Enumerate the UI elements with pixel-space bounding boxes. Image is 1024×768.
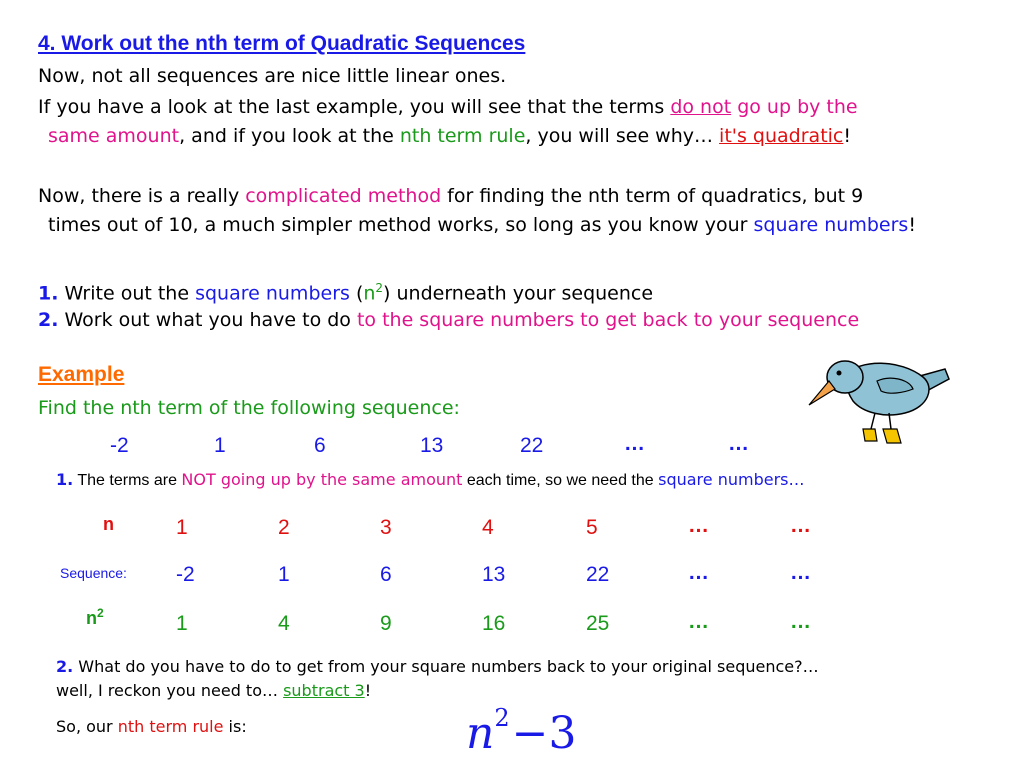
sequence-term: … [728,432,749,455]
step-2-instruction [38,308,859,332]
intro-line-1: Now, not all sequences are nice little linear ones. [38,65,507,87]
sequence-term: … [624,432,645,455]
intro-paragraph-3-line-2 [48,213,916,237]
text: is: [223,717,247,736]
step-1-explanation [56,469,804,492]
text: Work out what you have to do [58,309,357,331]
subtract-3-text: subtract 3 [283,681,365,700]
intro-paragraph-3 [38,184,863,208]
highlight-text: to the square numbers to get back to your sequence [356,309,860,331]
sequence-term: 6 [314,434,326,457]
table-cell: … [790,610,811,633]
do-not-text: do not [670,96,732,118]
square-numbers-text: square numbers [195,282,350,305]
table-cell: 1 [176,516,188,539]
same-amount-text: same amount [48,125,180,147]
table-cell: 25 [586,612,610,635]
bird-illustration [805,355,955,450]
step-number: 1. [38,282,59,305]
nth-term-formula [466,690,577,762]
table-cell: 5 [586,516,598,539]
table-cell: 1 [278,563,290,586]
step-number: 2. [56,657,74,676]
text: , and if you look at the [179,125,400,147]
sequence-term: 1 [214,434,226,457]
table-cell: 1 [176,612,188,635]
table-cell: 3 [380,516,392,539]
formula-base: n [466,708,495,759]
n-text: n [363,282,376,305]
step-number: 1. [56,470,74,489]
table-cell: … [688,561,709,584]
table-cell: 22 [586,563,610,586]
text: each time, so we need the [462,472,659,489]
text: well, I reckon you need to… [56,681,284,700]
table-cell: 13 [482,563,506,586]
nth-term-rule-text: nth term rule [399,125,526,147]
n-row-label: n [103,514,114,534]
superscript: 2 [375,281,384,295]
text: The terms are [73,472,182,489]
text: … [788,470,805,489]
text: Write out the [58,282,196,305]
nth-term-rule-text: nth term rule [117,717,224,736]
table-cell: 6 [380,563,392,586]
table-cell: 4 [482,516,494,539]
text: ( [349,282,364,305]
text: ! [843,125,851,147]
table-cell: -2 [176,563,195,586]
its-quadratic-text: it's quadratic [719,125,844,147]
n-text: n [86,608,97,628]
formula-rest: −3 [511,708,577,759]
step-2-explanation [56,656,819,678]
example-question: Find the nth term of the following sequence: [38,397,460,419]
sequence-term: -2 [110,434,129,457]
text: Now, there is a really [38,185,246,207]
table-cell: 4 [278,612,290,635]
text: , you will see why… [525,125,720,147]
table-cell: … [790,514,811,537]
table-cell: … [688,514,709,537]
table-cell: 9 [380,612,392,635]
formula-exponent: 2 [494,704,510,732]
table-cell: 2 [278,516,290,539]
sequence-term: 22 [520,434,544,457]
text: What do you have to do to get from your square numbers back to your original sequence?… [73,657,819,676]
text: go up by the [731,96,858,118]
text: ) underneath your sequence [383,282,654,305]
text: for finding the nth term of quadratics, but 9 [441,185,864,207]
text: times out of 10, a much simpler method works, so long as you know your [48,214,754,236]
conclusion-text [56,716,247,738]
not-going-up-text: NOT going up by the same amount [181,470,463,489]
example-label: Example [38,363,125,386]
text: If you have a look at the last example, you will see that the terms [38,96,671,118]
intro-paragraph-2 [38,95,858,119]
step-1-instruction [38,276,653,305]
text: ! [364,681,372,700]
superscript: 2 [97,606,104,620]
text: So, our [56,717,118,736]
step-number: 2. [38,309,59,331]
n-squared-row-label [86,606,104,629]
table-cell: … [688,610,709,633]
step-2-answer [56,680,371,702]
text: ! [908,214,916,236]
intro-paragraph-2-line-2 [48,124,851,148]
square-numbers-text: square numbers [658,470,789,489]
table-cell: … [790,561,811,584]
table-cell: 16 [482,612,506,635]
page-title: 4. Work out the nth term of Quadratic Sequences [38,32,526,55]
sequence-term: 13 [420,434,444,457]
sequence-row-label: Sequence: [60,565,127,581]
complicated-method-text: complicated method [245,185,442,207]
square-numbers-text: square numbers [753,214,909,236]
